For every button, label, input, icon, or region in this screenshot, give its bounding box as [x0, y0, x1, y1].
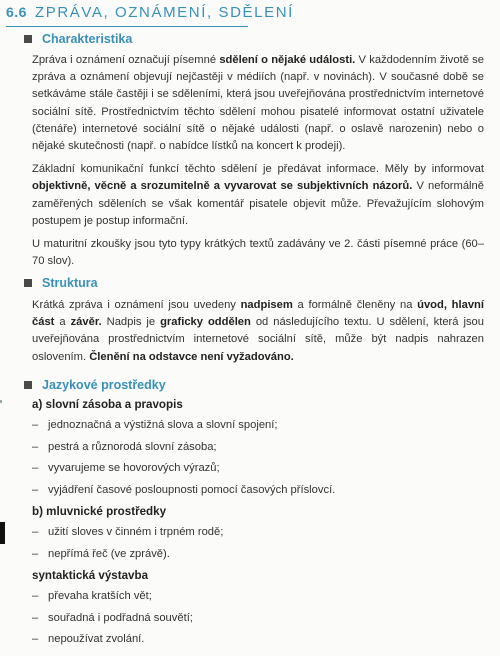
emphasis-text: sdělení o nějaké události.: [219, 54, 356, 66]
section-heading: [24, 30, 484, 48]
list-item: [32, 480, 335, 502]
list-item-text: převaha kratších vět;: [48, 590, 152, 602]
list-item: [32, 629, 335, 651]
list: [26, 586, 335, 651]
emphasis-text: graficky oddělen: [160, 316, 251, 329]
paragraph: Základní komunikační funkcí těchto sdělení je předávat informace. Měly by informovat objektivně, věcně a srozumitelně a vyvarovat se subjektivních názorů. V neformálně zaměřených sděleních se však komentář pisatele objevit může. Převažujícím slohovým postupem je postup informační.: [32, 163, 484, 227]
list-item: [32, 522, 335, 544]
chapter-number: 6.6: [6, 4, 27, 20]
section-heading: [24, 376, 335, 394]
list-item-text: souřadná i podřadná souvětí;: [48, 611, 193, 624]
list-item: [32, 415, 335, 437]
dash-bullet: –: [32, 419, 39, 431]
subheading: a) slovní zásoba a pravopis: [32, 398, 183, 411]
emphasis-text: Členění na odstavce není vyžadováno.: [89, 350, 294, 363]
section-title: Jazykové prostředky: [42, 378, 166, 392]
list: [26, 415, 335, 501]
list: [26, 522, 335, 565]
list-item: [32, 437, 335, 459]
list-item-text: vyvarujeme se hovorových výrazů;: [48, 462, 220, 474]
dash-bullet: –: [32, 483, 39, 496]
dash-bullet: –: [32, 547, 39, 560]
list-item: [32, 544, 335, 566]
margin-bar: [0, 522, 5, 544]
section-charakteristika: [26, 30, 484, 270]
list-item: [32, 458, 335, 480]
emphasis-text: závěr.: [70, 316, 102, 329]
list-item-text: jednoznačná a výstižná slova a slovní spojení;: [48, 419, 278, 431]
subheading: b) mluvnické prostředky: [32, 505, 167, 518]
section-heading: [24, 274, 484, 292]
emphasis-text: úvod, hlavní část: [32, 299, 484, 329]
margin-mark: [0, 400, 2, 403]
list-item-text: užití sloves v činném i trpném rodě;: [48, 526, 224, 538]
list-item-text: nepoužívat zvolání.: [48, 633, 145, 645]
emphasis-text: objektivně, věcně a srozumitelně a vyvarovat se subjektivních názorů.: [32, 180, 413, 193]
dash-bullet: –: [32, 590, 39, 602]
dash-bullet: –: [32, 526, 39, 538]
chapter-header: [6, 4, 294, 26]
section-title: Struktura: [42, 276, 98, 290]
paragraph: Krátká zpráva i oznámení jsou uvedeny nadpisem a formálně členěny na úvod, hlavní část a závěr. Nadpis je graficky oddělen od následujícího textu. U sdělení, která jsou uveřejňována prostřednictvím internetové sociální sítě, může být nadpis nahrazen oslovením. Členění na odstavce není vyžadováno.: [32, 299, 484, 363]
square-bullet-icon: [24, 381, 32, 389]
list-item-text: pestrá a různorodá slovní zásoba;: [48, 440, 217, 453]
dash-bullet: –: [32, 440, 39, 453]
subheading: syntaktická výstavba: [32, 569, 149, 582]
list-item-text: vyjádření časové posloupnosti pomocí časových příslovcí.: [48, 483, 336, 496]
square-bullet-icon: [24, 35, 32, 43]
section-jazykove-prostredky: [26, 376, 335, 651]
emphasis-text: nadpisem: [240, 299, 293, 311]
list-item: [32, 608, 335, 630]
list-item-text: nepřímá řeč (ve zprávě).: [48, 547, 170, 560]
dash-bullet: –: [32, 462, 39, 474]
chapter-title: ZPRÁVA, OZNÁMENÍ, SDĚLENÍ: [34, 4, 294, 21]
paragraph: U maturitní zkoušky jsou tyto typy krátkých textů zadávány ve 2. části písemné práce (60–70 slov).: [32, 238, 484, 268]
square-bullet-icon: [24, 279, 32, 287]
section-title: Charakteristika: [42, 32, 133, 46]
paragraph: Zpráva i oznámení označují písemné sdělení o nějaké události. V každodenním životě se zpráva a oznámení objevují nejčastěji v médiích (např. v novinách). V současné době se setkáváme stále častěji i se sděleními, která jsou uveřejňována prostřednictvím internetové sociální sítě. Prostřednictvím těchto sdělení mohou pisatelé informovat ostatní uživatele (čtenáře) internetové sociální sítě o nějaké události (např. o oslavě narozenin) nebo o nějaké skutečnosti (např. o nabídce lístků na koncert k prodeji).: [32, 54, 484, 153]
header-underline: [6, 26, 248, 27]
list-item: [32, 586, 335, 608]
dash-bullet: –: [32, 611, 39, 624]
section-struktura: [26, 274, 484, 366]
dash-bullet: –: [32, 633, 39, 645]
